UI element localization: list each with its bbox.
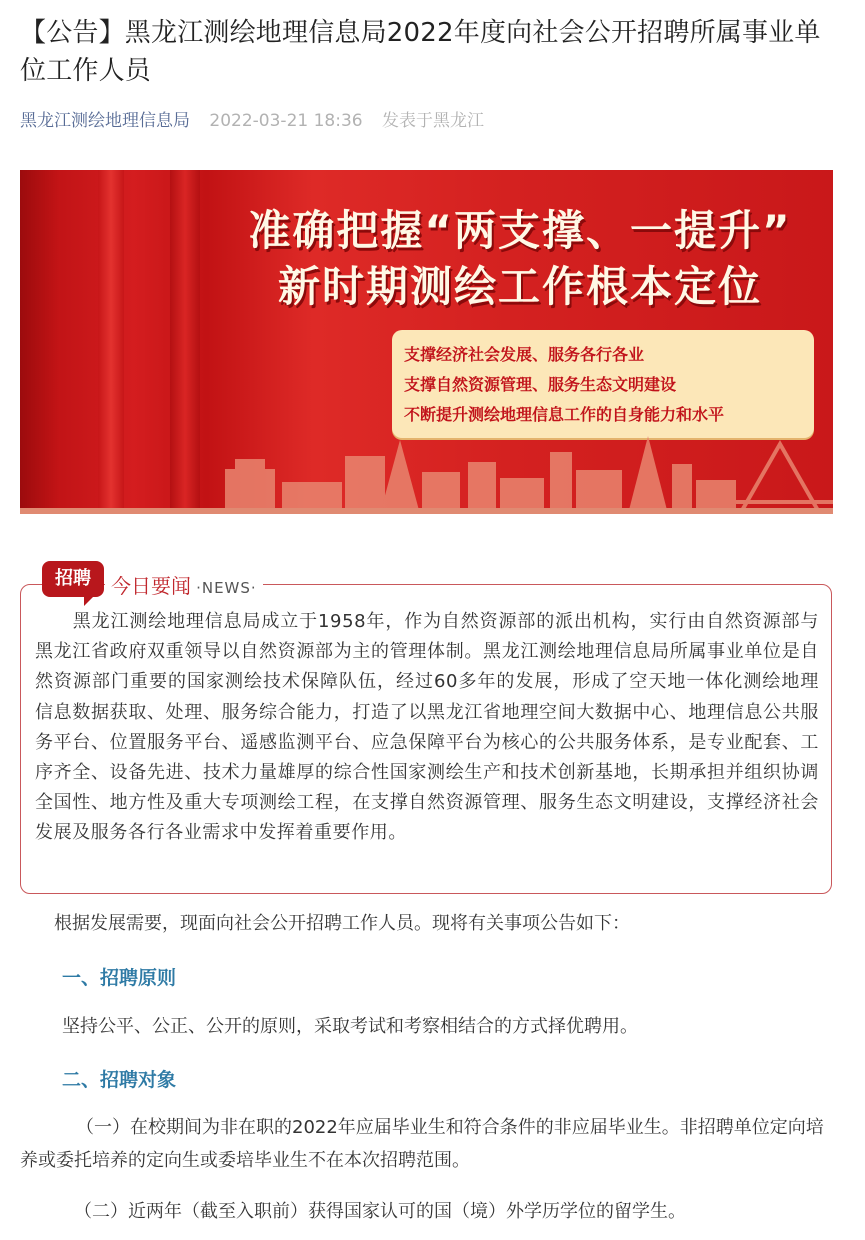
publish-location: 发表于黑龙江 [382, 111, 485, 131]
article-title: 【公告】黑龙江测绘地理信息局2022年度向社会公开招聘所属事业单位工作人员 [20, 18, 821, 86]
publish-date: 2022-03-21 18:36 [209, 111, 363, 131]
banner-bullet: 不断提升测绘地理信息工作的自身能力和水平 [404, 405, 725, 424]
news-box [20, 584, 832, 894]
news-paragraph: 黑龙江测绘地理信息局成立于1958年，作为自然资源部的派出机构，实行由自然资源部与黑龙江省政府双重领导以自然资源部为主的管理体制。黑龙江测绘地理信息局所属事业单位是自然资源部门重要的国家测绘技术保障队伍，经过60多年的发展，形成了空天地一体化测绘地理信息数据获取、处理、服务综合能力，打造了以黑龙江省地理空间大数据中心、地理信息公共服务平台、位置服务平台、遥感监测平台、应急保障平台为核心的公共服务体系，是专业配套、工序齐全、设备先进、技术力量雄厚的综合性国家测绘生产和技术创新基地，长期承担并组织协调全国性、地方性及重大专项测绘工程，在支撑自然资源管理、服务生态文明建设，支撑经济社会发展及服务各行各业需求中发挥着重要作用。 [35, 611, 819, 844]
recruitment-tag: 招聘 [42, 561, 104, 597]
banner-image [20, 170, 833, 514]
news-heading-cn: 今日要闻 [111, 574, 191, 598]
account-name-link[interactable]: 黑龙江测绘地理信息局 [20, 111, 190, 131]
section-1-text: 坚持公平、公正、公开的原则，采取考试和考察相结合的方式择优聘用。 [62, 1016, 638, 1037]
article-meta [20, 106, 484, 131]
banner-headline-2: 新时期测绘工作根本定位 [277, 262, 762, 311]
section-1-title: 一、招聘原则 [62, 967, 177, 989]
tag-pointer-icon [84, 596, 94, 606]
banner-card [392, 330, 814, 438]
banner-bullet: 支撑经济社会发展、服务各行各业 [404, 345, 645, 364]
banner-headline-1: 准确把握“两支撑、一提升” [248, 206, 792, 255]
section-2-item-1: （一）在校期间为非在职的2022年应届毕业生和符合条件的非应届毕业生。非招聘单位定向培养或委托培养的定向生或委培毕业生不在本次招聘范围。 [20, 1117, 824, 1171]
news-heading [105, 570, 263, 599]
intro-paragraph: 根据发展需要，现面向社会公开招聘工作人员。现将有关事项公告如下： [54, 913, 630, 934]
skyline-illustration [20, 434, 833, 514]
section-2-item-2: （二）近两年（截至入职前）获得国家认可的国（境）外学历学位的留学生。 [74, 1201, 686, 1222]
section-2-title: 二、招聘对象 [62, 1069, 177, 1091]
news-heading-en: ·NEWS· [196, 579, 257, 597]
banner-bullet: 支撑自然资源管理、服务生态文明建设 [404, 375, 677, 394]
